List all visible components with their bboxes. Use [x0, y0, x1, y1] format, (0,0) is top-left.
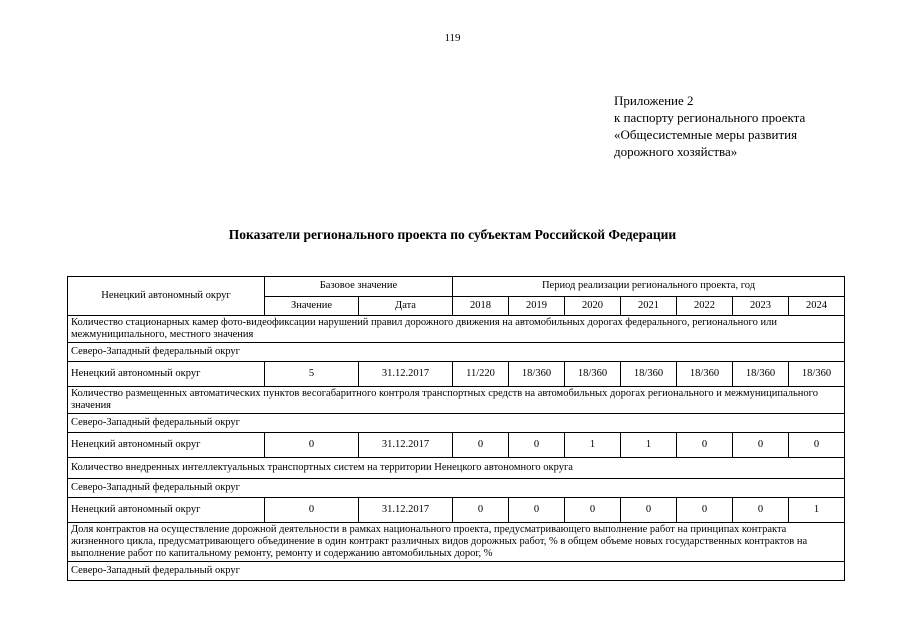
row-region: Ненецкий автономный округ — [68, 498, 265, 523]
year-cell: 0 — [453, 498, 509, 523]
year-cell: 1 — [565, 433, 621, 458]
year-cell: 18/360 — [677, 362, 733, 387]
indicator-title: Количество внедренных интеллектуальных транспортных систем на территории Ненецкого автономного округа — [68, 458, 845, 479]
year-cell: 0 — [509, 433, 565, 458]
year-cell: 1 — [621, 433, 677, 458]
table-row — [68, 498, 845, 523]
header-year: 2019 — [509, 296, 565, 316]
indicator-title: Количество размещенных автоматических пунктов весогабаритного контроля транспортных средств на автомобильных дорогах регионального и межмуниципального значения — [68, 387, 845, 414]
federal-district: Северо-Западный федеральный округ — [68, 479, 845, 498]
appendix-line: Приложение 2 — [614, 93, 694, 108]
base-value-cell: 0 — [265, 498, 359, 523]
header-year: 2021 — [621, 296, 677, 316]
document-title: Показатели регионального проекта по субъектам Российской Федерации — [228, 227, 677, 242]
appendix-line: дорожного хозяйства» — [614, 144, 738, 159]
federal-district: Северо-Западный федеральный округ — [68, 343, 845, 362]
year-cell: 0 — [453, 433, 509, 458]
year-cell: 0 — [509, 498, 565, 523]
appendix-line: к паспорту регионального проекта — [614, 110, 806, 125]
base-date-cell: 31.12.2017 — [359, 498, 453, 523]
indicator-title: Количество стационарных камер фото-видеофиксации нарушений правил дорожного движения на автомобильных дорогах федерального, регионального или межмуниципального, местного значения — [68, 316, 845, 343]
header-year: 2024 — [789, 296, 845, 316]
row-region: Ненецкий автономный округ — [68, 362, 265, 387]
header-base-date: Дата — [359, 296, 453, 316]
header-year: 2018 — [453, 296, 509, 316]
base-value-cell: 5 — [265, 362, 359, 387]
year-cell: 1 — [789, 498, 845, 523]
year-cell: 18/360 — [789, 362, 845, 387]
appendix-note — [614, 92, 805, 160]
year-cell: 0 — [733, 433, 789, 458]
year-cell: 18/360 — [565, 362, 621, 387]
header-year: 2023 — [733, 296, 789, 316]
year-cell: 0 — [733, 498, 789, 523]
base-date-cell: 31.12.2017 — [359, 362, 453, 387]
year-cell: 0 — [565, 498, 621, 523]
page-number: 119 — [444, 32, 461, 44]
header-year: 2022 — [677, 296, 733, 316]
year-cell: 18/360 — [621, 362, 677, 387]
indicator-title: Доля контрактов на осуществление дорожной деятельности в рамках национального проекта, предусматривающего выполнение работ на принципах контракта жизненного цикла, предусматривающего объединение в один контракт различных видов дорожных работ, % в общем объеме новых государственных контрактов на выполнение работ по капитальному ремонту, ремонту и содержанию автомобильных дорог, % — [68, 523, 845, 562]
federal-district: Северо-Западный федеральный округ — [68, 414, 845, 433]
year-cell: 0 — [677, 433, 733, 458]
year-cell: 18/360 — [509, 362, 565, 387]
base-date-cell: 31.12.2017 — [359, 433, 453, 458]
header-period: Период реализации регионального проекта, год — [453, 277, 845, 297]
header-base-value: Значение — [265, 296, 359, 316]
year-cell: 18/360 — [733, 362, 789, 387]
indicators-table — [67, 276, 845, 581]
year-cell: 0 — [621, 498, 677, 523]
header-base: Базовое значение — [265, 277, 453, 297]
federal-district: Северо-Западный федеральный округ — [68, 562, 845, 581]
row-region: Ненецкий автономный округ — [68, 433, 265, 458]
table-row — [68, 362, 845, 387]
header-year: 2020 — [565, 296, 621, 316]
table-row — [68, 433, 845, 458]
header-region: Ненецкий автономный округ — [68, 277, 265, 316]
year-cell: 0 — [677, 498, 733, 523]
year-cell: 0 — [789, 433, 845, 458]
appendix-line: «Общесистемные меры развития — [614, 127, 798, 142]
base-value-cell: 0 — [265, 433, 359, 458]
year-cell: 11/220 — [453, 362, 509, 387]
